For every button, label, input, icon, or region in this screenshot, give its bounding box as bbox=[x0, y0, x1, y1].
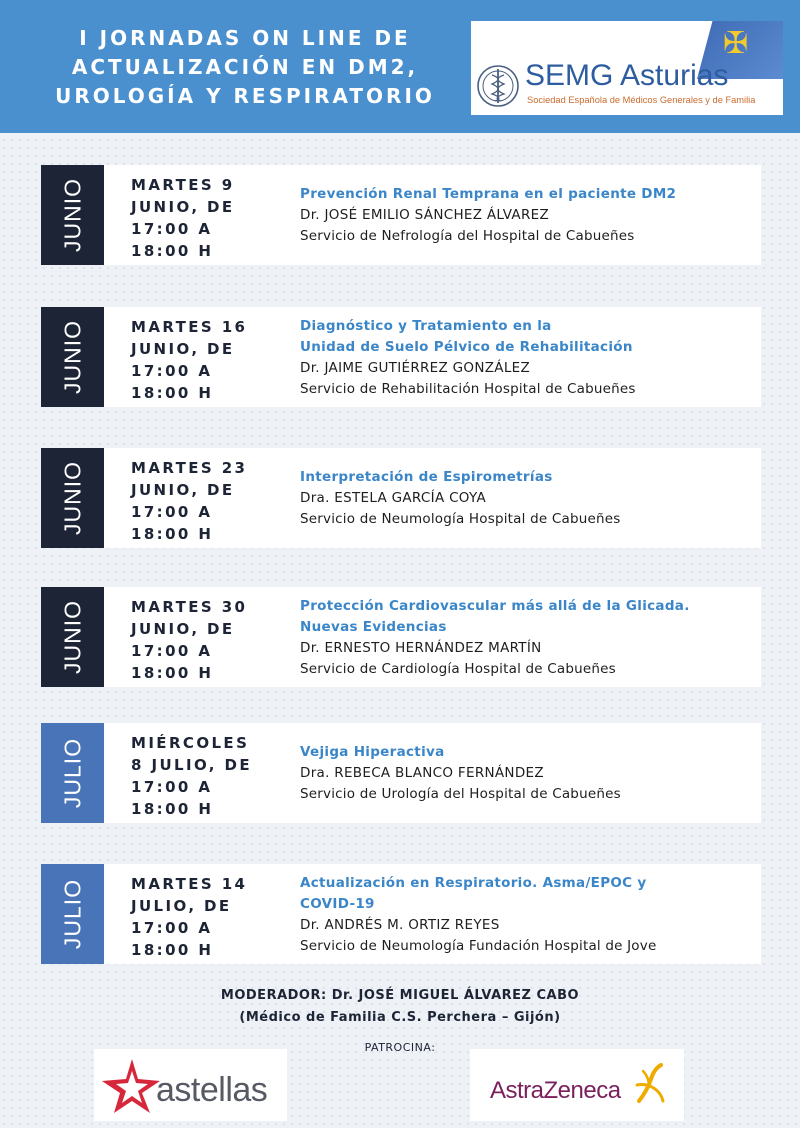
astellas-logo bbox=[94, 1049, 287, 1121]
event-info bbox=[300, 467, 750, 530]
event-topic: Nuevas Evidencias bbox=[300, 619, 447, 635]
event-info bbox=[300, 316, 750, 400]
event-item bbox=[41, 165, 761, 265]
month-label: JUNIO bbox=[59, 461, 85, 535]
date-line: MARTES 30 bbox=[131, 598, 248, 616]
month-box bbox=[41, 587, 104, 687]
page-title bbox=[30, 24, 460, 111]
event-card bbox=[104, 307, 761, 407]
moderator-block bbox=[0, 985, 800, 1029]
semg-logo-word: SEMG bbox=[525, 59, 614, 92]
astellas-wordmark: astellas bbox=[156, 1071, 268, 1109]
date-line: MIÉRCOLES bbox=[131, 734, 250, 752]
event-service: Servicio de Neumología Fundación Hospital de Jove bbox=[300, 938, 657, 954]
event-topic: COVID-19 bbox=[300, 896, 375, 912]
event-speaker: Dr. JAIME GUTIÉRREZ GONZÁLEZ bbox=[300, 360, 531, 376]
event-topic: Vejiga Hiperactiva bbox=[300, 744, 445, 760]
event-card bbox=[104, 587, 761, 687]
semg-asturias-logo bbox=[471, 21, 783, 115]
date-line: 18:00 H bbox=[131, 664, 214, 682]
sponsor-label: PATROCINA: bbox=[364, 1041, 436, 1054]
date-line: JUNIO, DE bbox=[131, 481, 235, 499]
date-line: MARTES 16 bbox=[131, 318, 248, 336]
event-speaker: Dr. ANDRÉS M. ORTIZ REYES bbox=[300, 917, 500, 933]
event-topic: Unidad de Suelo Pélvico de Rehabilitación bbox=[300, 339, 633, 355]
semg-logo-subtitle: Sociedad Española de Médicos Generales y de Familia bbox=[527, 95, 756, 105]
caduceus-emblem-icon bbox=[475, 63, 521, 109]
date-line: 17:00 A bbox=[131, 220, 213, 238]
date-line: 18:00 H bbox=[131, 242, 214, 260]
event-speaker: Dra. REBECA BLANCO FERNÁNDEZ bbox=[300, 765, 544, 781]
event-service: Servicio de Rehabilitación Hospital de Cabueñes bbox=[300, 381, 636, 397]
event-speaker: Dr. ERNESTO HERNÁNDEZ MARTÍN bbox=[300, 640, 542, 656]
event-service: Servicio de Urología del Hospital de Cabueñes bbox=[300, 786, 621, 802]
date-line: 17:00 A bbox=[131, 919, 213, 937]
date-line: JUNIO, DE bbox=[131, 198, 235, 216]
month-box bbox=[41, 448, 104, 548]
month-label: JULIO bbox=[59, 737, 85, 809]
event-date bbox=[131, 596, 271, 684]
date-line: 18:00 H bbox=[131, 941, 214, 959]
semg-logo-name bbox=[525, 59, 728, 93]
event-date bbox=[131, 873, 271, 961]
event-date bbox=[131, 316, 271, 404]
event-card bbox=[104, 723, 761, 823]
event-item bbox=[41, 864, 761, 964]
month-box bbox=[41, 307, 104, 407]
month-box bbox=[41, 723, 104, 823]
event-topic: Diagnóstico y Tratamiento en la bbox=[300, 318, 552, 334]
date-line: 17:00 A bbox=[131, 642, 213, 660]
moderator-affiliation: (Médico de Familia C.S. Perchera – Gijón) bbox=[239, 1010, 561, 1025]
event-speaker: Dra. ESTELA GARCÍA COYA bbox=[300, 490, 487, 506]
asturias-cross-icon: ✠ bbox=[723, 26, 749, 61]
astrazeneca-wordmark: AstraZeneca bbox=[490, 1077, 621, 1104]
title-line-2: ACTUALIZACIÓN EN DM2, bbox=[71, 55, 419, 79]
date-line: 17:00 A bbox=[131, 503, 213, 521]
month-label: JUNIO bbox=[59, 178, 85, 252]
event-item bbox=[41, 723, 761, 823]
event-item bbox=[41, 448, 761, 548]
event-topic: Protección Cardiovascular más allá de la Glicada. bbox=[300, 598, 690, 614]
event-service: Servicio de Cardiología Hospital de Cabueñes bbox=[300, 661, 616, 677]
event-service: Servicio de Neumología Hospital de Cabueñes bbox=[300, 511, 621, 527]
event-info bbox=[300, 596, 750, 680]
month-label: JUNIO bbox=[59, 600, 85, 674]
event-card bbox=[104, 448, 761, 548]
moderator-name: MODERADOR: Dr. JOSÉ MIGUEL ÁLVAREZ CABO bbox=[220, 988, 580, 1003]
astrazeneca-symbol-icon bbox=[633, 1061, 667, 1105]
event-date bbox=[131, 457, 271, 545]
title-line-1: I JORNADAS ON LINE DE bbox=[79, 26, 411, 50]
date-line: 18:00 H bbox=[131, 525, 214, 543]
event-topic: Prevención Renal Temprana en el paciente DM2 bbox=[300, 186, 677, 202]
event-topic: Interpretación de Espirometrías bbox=[300, 469, 553, 485]
asturias-logo-word: Asturias bbox=[620, 59, 729, 92]
event-info bbox=[300, 742, 750, 805]
event-info bbox=[300, 184, 750, 247]
event-topic: Actualización en Respiratorio. Asma/EPOC y bbox=[300, 875, 647, 891]
event-item bbox=[41, 307, 761, 407]
month-box bbox=[41, 165, 104, 265]
event-card bbox=[104, 864, 761, 964]
header-banner bbox=[0, 0, 800, 133]
date-line: MARTES 23 bbox=[131, 459, 248, 477]
month-label: JUNIO bbox=[59, 320, 85, 394]
month-box bbox=[41, 864, 104, 964]
astrazeneca-logo bbox=[470, 1049, 684, 1121]
month-label: JULIO bbox=[59, 878, 85, 950]
title-line-3: UROLOGÍA Y RESPIRATORIO bbox=[55, 84, 435, 108]
date-line: JUNIO, DE bbox=[131, 340, 235, 358]
date-line: JULIO, DE bbox=[131, 897, 232, 915]
date-line: MARTES 9 bbox=[131, 176, 235, 194]
date-line: 17:00 A bbox=[131, 362, 213, 380]
event-service: Servicio de Nefrología del Hospital de Cabueñes bbox=[300, 228, 635, 244]
date-line: 17:00 A bbox=[131, 778, 213, 796]
event-date bbox=[131, 732, 271, 820]
date-line: 18:00 H bbox=[131, 800, 214, 818]
date-line: 8 JULIO, DE bbox=[131, 756, 252, 774]
event-info bbox=[300, 873, 750, 957]
astellas-star-icon bbox=[98, 1057, 162, 1115]
date-line: JUNIO, DE bbox=[131, 620, 235, 638]
event-date bbox=[131, 174, 271, 262]
event-item bbox=[41, 587, 761, 687]
event-card bbox=[104, 165, 761, 265]
date-line: 18:00 H bbox=[131, 384, 214, 402]
event-speaker: Dr. JOSÉ EMILIO SÁNCHEZ ÁLVAREZ bbox=[300, 207, 550, 223]
date-line: MARTES 14 bbox=[131, 875, 248, 893]
